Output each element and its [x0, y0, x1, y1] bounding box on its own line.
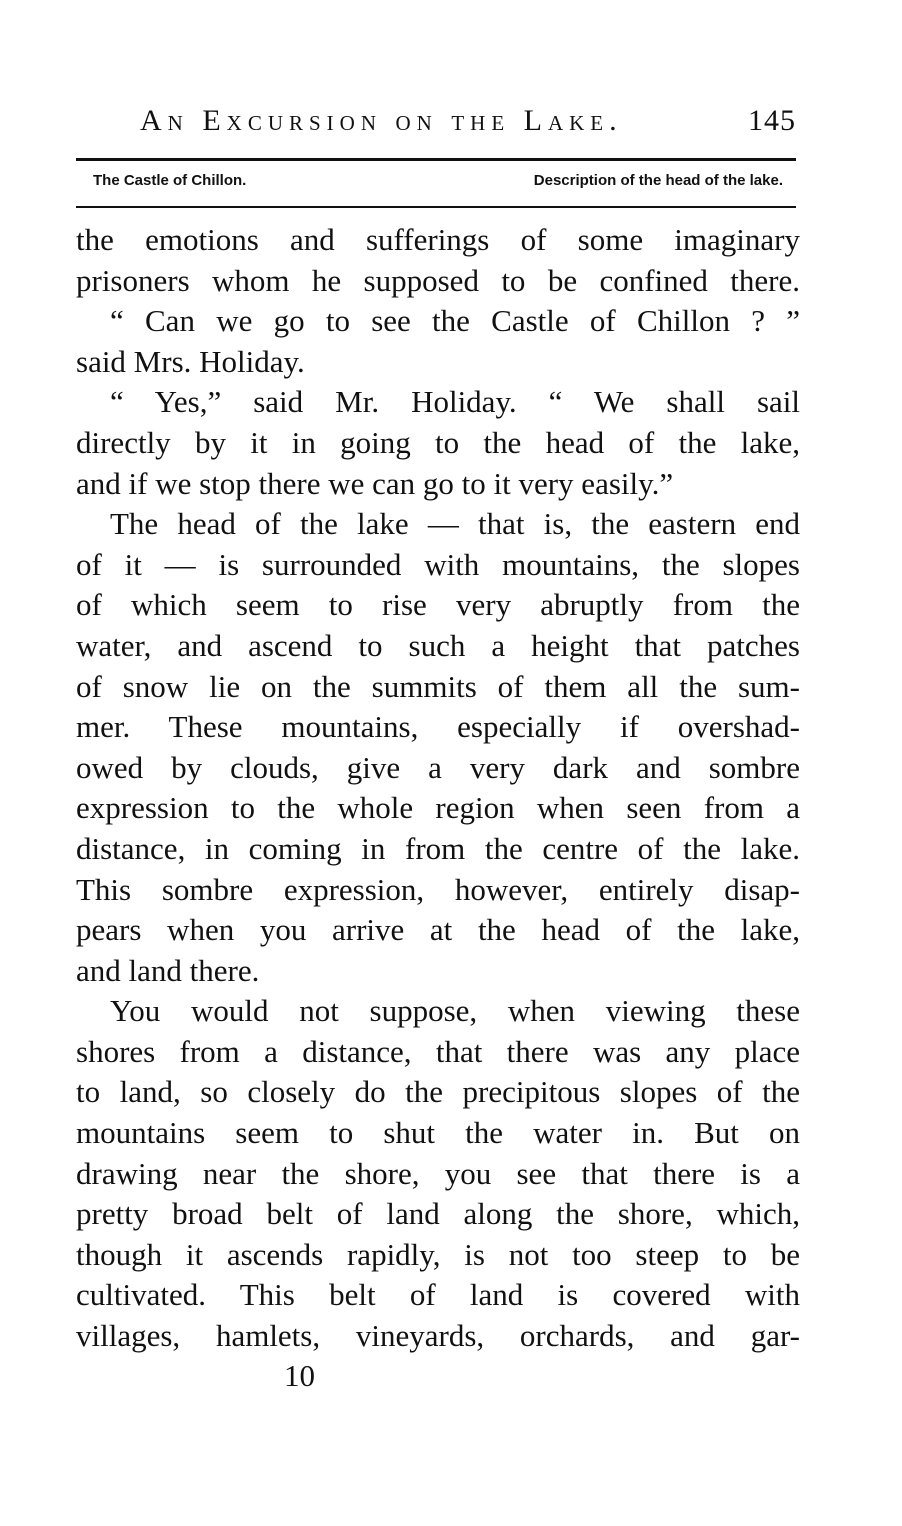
text-line: owed by clouds, give a very dark and sombre	[76, 749, 800, 785]
text-line: of snow lie on the summits of them all the sum-	[76, 668, 800, 704]
text-line: pears when you arrive at the head of the lake,	[76, 912, 800, 948]
text-line: drawing near the shore, you see that there is a	[76, 1155, 800, 1191]
subheading-left: The Castle of Chillon.	[93, 172, 247, 189]
text-line: mountains seem to shut the water in. But on	[76, 1115, 800, 1151]
text-line: shores from a distance, that there was any place	[76, 1033, 800, 1069]
running-head	[140, 104, 796, 144]
text-line: cultivated. This belt of land is covered with	[76, 1277, 800, 1313]
text-line: though it ascends rapidly, is not too steep to be	[76, 1236, 800, 1272]
header-rule-bottom	[76, 206, 796, 208]
text-line: directly by it in going to the head of the lake,	[76, 424, 800, 460]
text-line: water, and ascend to such a height that patches	[76, 627, 800, 663]
text-line: This sombre expression, however, entirely disap-	[76, 871, 800, 907]
text-line: “ Yes,” said Mr. Holiday. “ We shall sail	[110, 384, 800, 420]
text-line: to land, so closely do the precipitous slopes of the	[76, 1074, 800, 1110]
running-title: An Excursion on the Lake.	[140, 104, 623, 137]
text-line: distance, in coming in from the centre of the lake.	[76, 830, 800, 866]
text-line: The head of the lake — that is, the eastern end	[110, 506, 800, 542]
body-text	[76, 220, 800, 1357]
text-line: prisoners whom he supposed to be confined there.	[76, 262, 800, 298]
header-rule-top	[76, 158, 796, 161]
text-line: of which seem to rise very abruptly from the	[76, 587, 800, 623]
text-line: pretty broad belt of land along the shore, which,	[76, 1196, 800, 1232]
subheading-right: Description of the head of the lake.	[533, 172, 783, 189]
text-line: expression to the whole region when seen from a	[76, 790, 800, 826]
text-line: and if we stop there we can go to it very easily.”	[76, 465, 674, 501]
signature-mark: 10	[284, 1358, 315, 1393]
text-line: the emotions and sufferings of some imaginary	[76, 222, 800, 257]
text-line: said Mrs. Holiday.	[76, 343, 305, 379]
marginal-subheading	[93, 172, 783, 198]
text-line: and land there.	[76, 952, 260, 988]
text-line: “ Can we go to see the Castle of Chillon ? ”	[110, 303, 800, 339]
text-line: of it — is surrounded with mountains, the slopes	[76, 546, 800, 582]
text-line: You would not suppose, when viewing these	[110, 993, 800, 1029]
text-line: mer. These mountains, especially if overshad-	[76, 709, 800, 745]
page-number: 145	[748, 104, 796, 137]
text-line: villages, hamlets, vineyards, orchards, and gar-	[76, 1318, 800, 1354]
